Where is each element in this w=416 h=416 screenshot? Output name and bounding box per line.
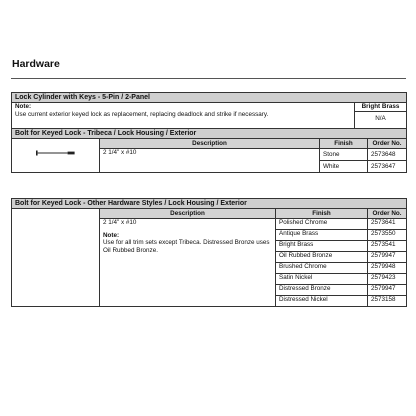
order-cell: 2579947 xyxy=(368,252,407,263)
note-label: Note: xyxy=(103,231,120,239)
tribeca-bolt-table xyxy=(11,128,407,173)
finish-header: Bright Brass xyxy=(355,103,407,112)
order-cell: 2579947 xyxy=(368,285,407,296)
note-body-row xyxy=(12,111,407,128)
title-divider xyxy=(11,78,406,79)
order-cell: 2573541 xyxy=(368,241,407,252)
section-heading-row xyxy=(12,129,407,139)
order-cell: 2573647 xyxy=(368,161,407,173)
column-header-row xyxy=(12,139,407,149)
finish-cell: Oil Rubbed Bronze xyxy=(276,252,368,263)
finish-cell: Bright Brass xyxy=(276,241,368,252)
section-heading-row xyxy=(12,93,407,103)
column-header-order: Order No. xyxy=(368,139,407,149)
finish-cell: Distressed Nickel xyxy=(276,296,368,307)
order-cell: 2573641 xyxy=(368,219,407,230)
bolt-icon xyxy=(36,150,76,156)
order-cell: 2579948 xyxy=(368,263,407,274)
section-heading: Bolt for Keyed Lock - Other Hardware Styles / Lock Housing / Exterior xyxy=(12,199,407,209)
section-heading-row xyxy=(12,199,407,209)
finish-cell: Antique Brass xyxy=(276,230,368,241)
finish-cell: Stone xyxy=(320,149,368,161)
description-cell xyxy=(100,219,276,307)
column-header-finish: Finish xyxy=(320,139,368,149)
note-text: Use for all trim sets except Tribeca. Distressed Bronze uses Oil Rubbed Bronze. xyxy=(103,239,270,254)
order-cell: 2579423 xyxy=(368,274,407,285)
other-styles-bolt-table xyxy=(11,198,407,307)
lock-cylinder-table xyxy=(11,92,407,129)
order-cell: 2573550 xyxy=(368,230,407,241)
column-header-finish: Finish xyxy=(276,209,368,219)
image-cell xyxy=(12,139,100,173)
finish-cell: Distressed Bronze xyxy=(276,285,368,296)
note-header-row xyxy=(12,103,407,112)
finish-cell: White xyxy=(320,161,368,173)
page-title: Hardware xyxy=(12,58,60,70)
finish-cell: Brushed Chrome xyxy=(276,263,368,274)
finish-cell: Satin Nickel xyxy=(276,274,368,285)
column-header-row xyxy=(12,209,407,219)
note-label: Note: xyxy=(15,103,32,110)
order-cell: 2573158 xyxy=(368,296,407,307)
column-header-description: Description xyxy=(100,209,276,219)
section-heading: Lock Cylinder with Keys - 5-Pin / 2-Panel xyxy=(12,93,407,103)
description-cell: 2 1/4" x #10 xyxy=(100,149,320,173)
column-header-description: Description xyxy=(100,139,320,149)
image-cell xyxy=(12,209,100,307)
description-text: 2 1/4" x #10 xyxy=(103,219,137,226)
section-heading: Bolt for Keyed Lock - Tribeca / Lock Housing / Exterior xyxy=(12,129,407,139)
column-header-order: Order No. xyxy=(368,209,407,219)
finish-cell: Polished Chrome xyxy=(276,219,368,230)
order-cell: 2573648 xyxy=(368,149,407,161)
finish-value: N/A xyxy=(355,111,407,128)
note-text: Use current exterior keyed lock as replacement, replacing deadlock and strike if necessary. xyxy=(12,111,355,128)
